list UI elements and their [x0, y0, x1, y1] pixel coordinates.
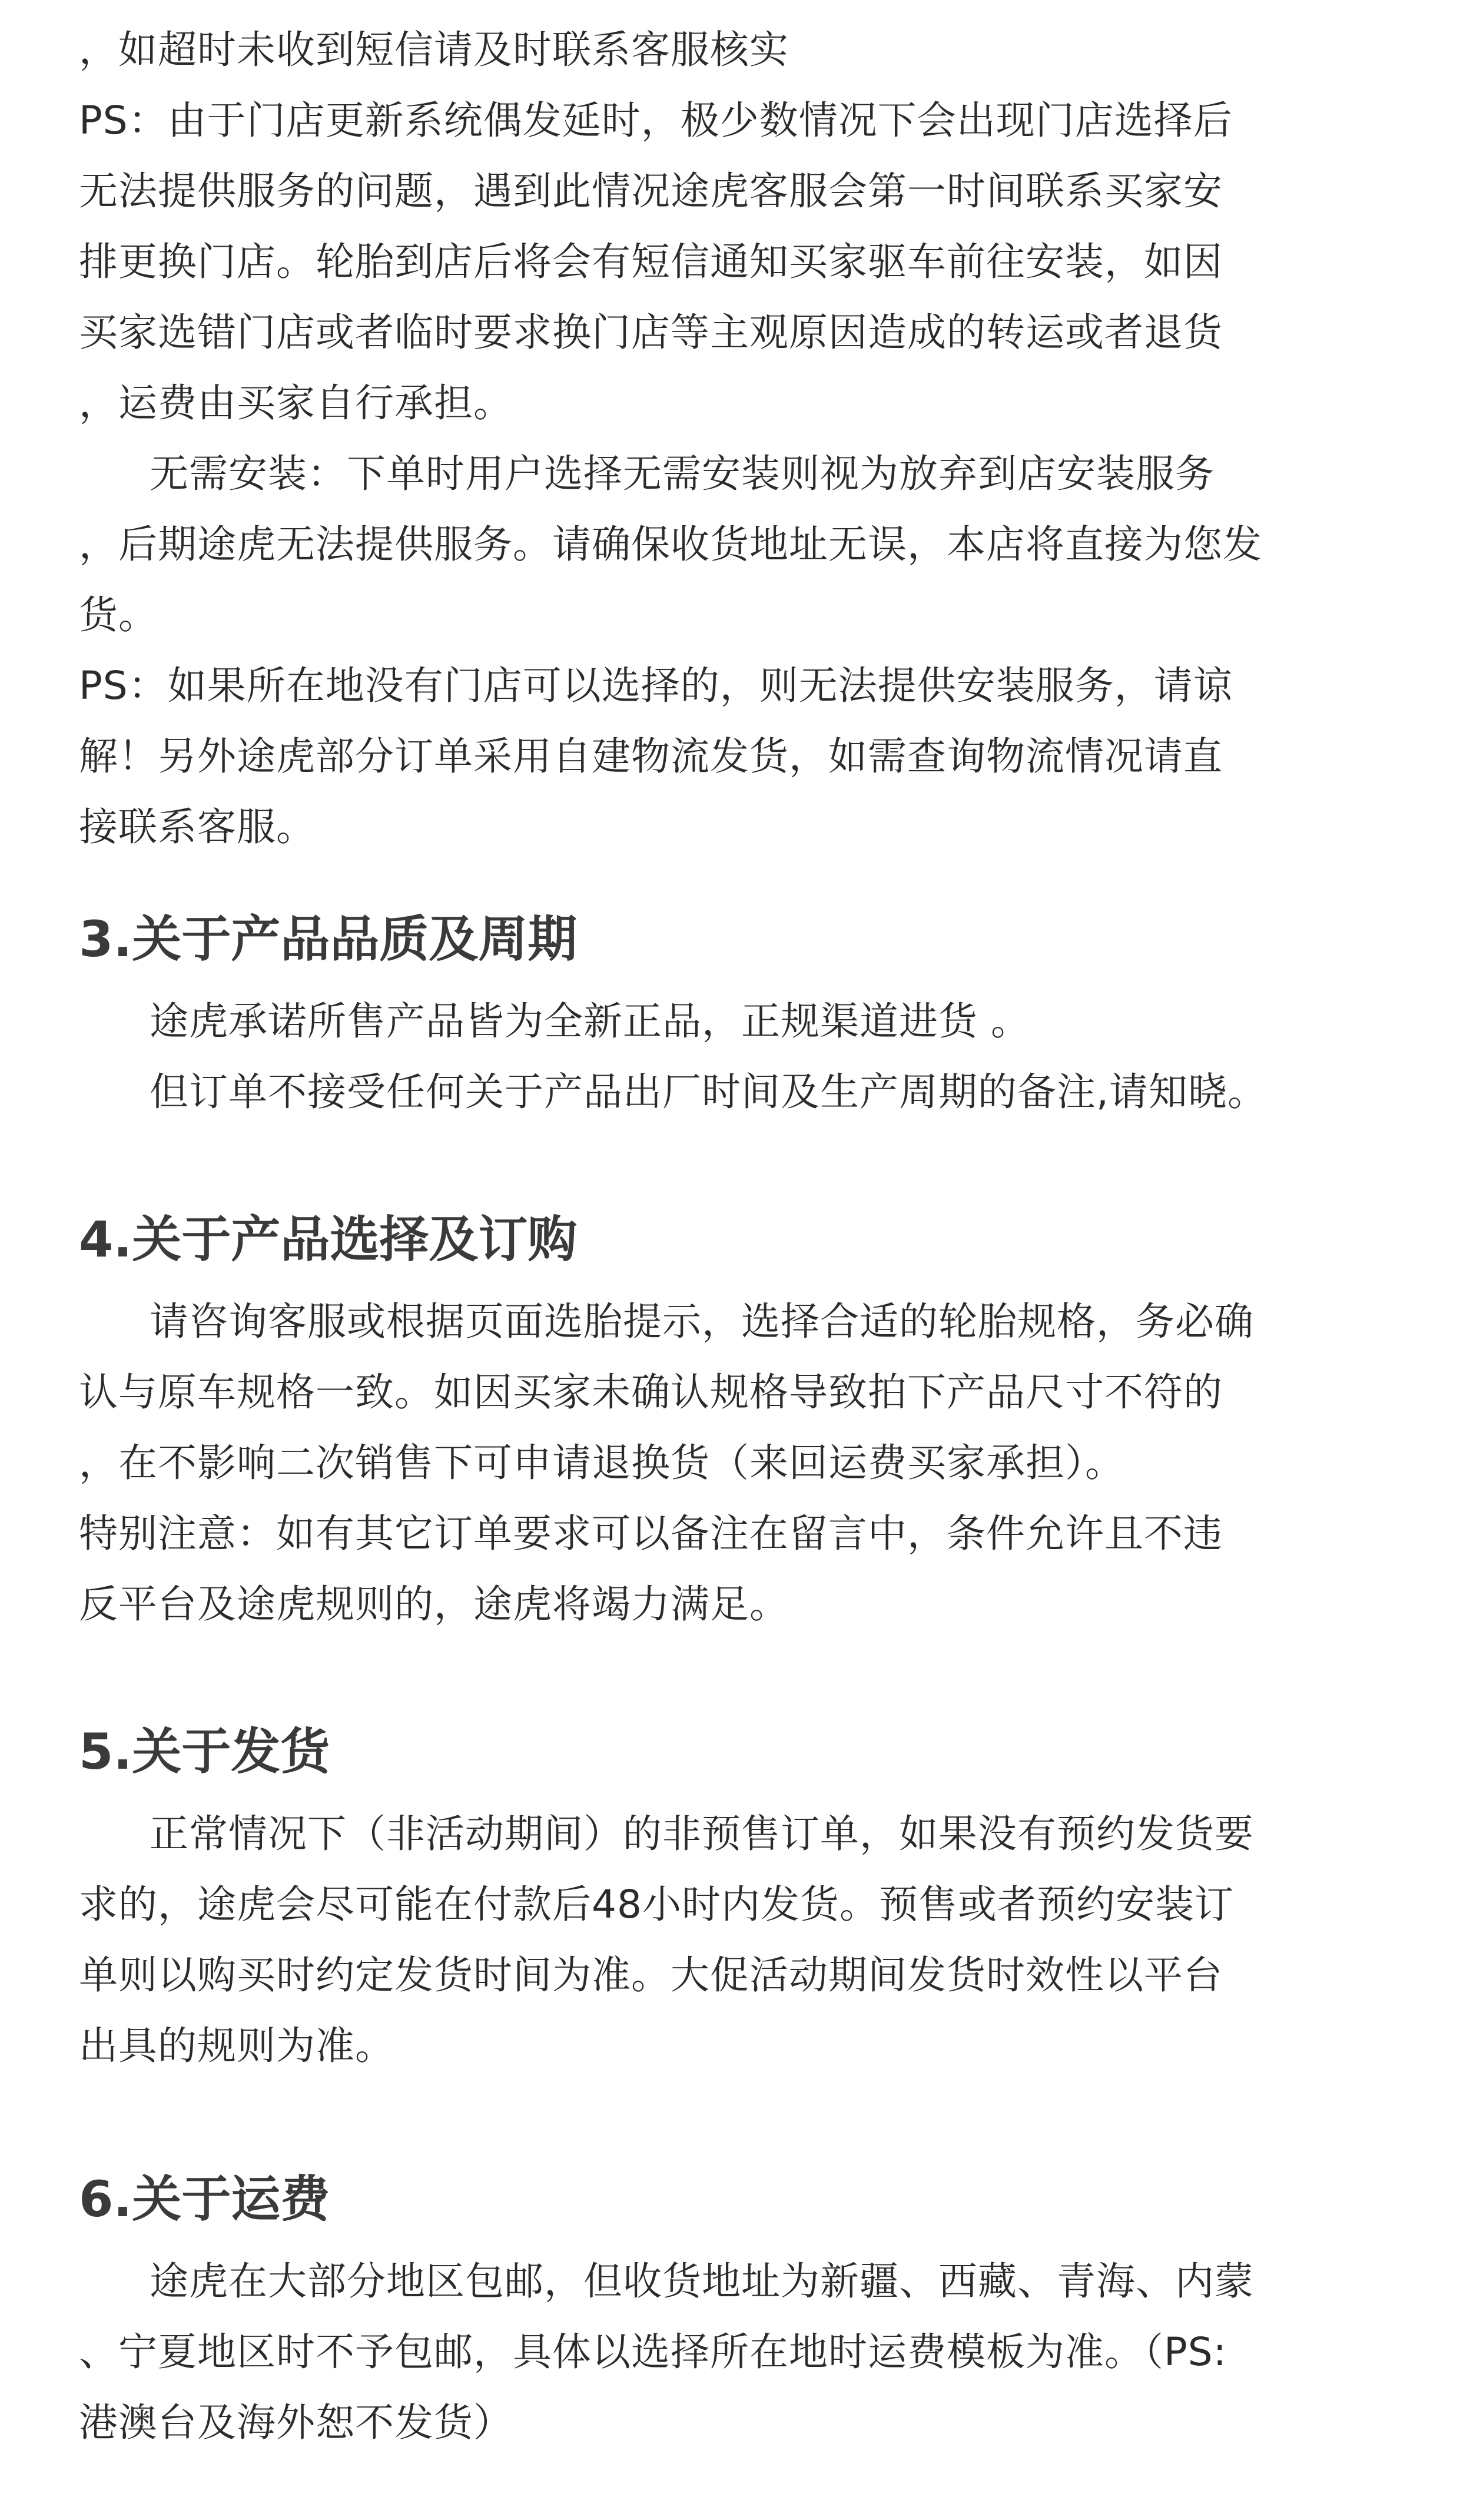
- intro-line: 解！另外途虎部分订单采用自建物流发货，如需查询物流情况请直: [79, 734, 1223, 779]
- section-line: 单则以购买时约定发货时间为准。大促活动期间发货时效性以平台: [79, 1952, 1223, 1998]
- section-heading-freight: 6.关于运费: [79, 2170, 330, 2228]
- section-line: 港澳台及海外恕不发货）: [79, 2400, 513, 2445]
- intro-line: 货。: [79, 592, 158, 638]
- intro-line: 买家选错门店或者临时要求换门店等主观原因造成的转运或者退货: [79, 310, 1223, 355]
- section-line: 但订单不接受任何关于产品出厂时间及生产周期的备注,请知晓。: [150, 1069, 1267, 1115]
- section-line: 途虎承诺所售产品皆为全新正品，正规渠道进货 。: [150, 999, 1030, 1044]
- intro-line: 无法提供服务的问题，遇到此情况途虎客服会第一时间联系买家安: [79, 168, 1223, 214]
- intro-line: PS：如果所在地没有门店可以选择的，则无法提供安装服务，请谅: [79, 663, 1233, 708]
- section-heading-shipping: 5.关于发货: [79, 1723, 330, 1780]
- intro-line: 接联系客服。: [79, 804, 316, 850]
- section-line: 、宁夏地区时不予包邮，具体以选择所在地时运费模板为准。（PS:: [79, 2329, 1227, 2375]
- section-line: 反平台及途虎规则的，途虎将竭力满足。: [79, 1581, 789, 1627]
- top-partial-line: ，如超时未收到短信请及时联系客服核实: [79, 27, 789, 72]
- section-line: 认与原车规格一致。如因买家未确认规格导致拍下产品尺寸不符的: [79, 1370, 1223, 1415]
- section-heading-selection: 4.关于产品选择及订购: [79, 1211, 578, 1268]
- section-line: 正常情况下（非活动期间）的非预售订单，如果没有预约发货要: [150, 1811, 1254, 1856]
- section-line: 途虎在大部分地区包邮，但收货地址为新疆、西藏、青海、内蒙: [150, 2259, 1254, 2304]
- intro-line-no-install: 无需安装：下单时用户选择无需安装则视为放弃到店安装服务: [150, 451, 1215, 496]
- section-line: 求的，途虎会尽可能在付款后48小时内发货。预售或者预约安装订: [79, 1882, 1234, 1927]
- intro-line: 排更换门店。轮胎到店后将会有短信通知买家驱车前往安装，如因: [79, 239, 1223, 284]
- intro-line: ，运费由买家自行承担。: [79, 380, 513, 426]
- section-line: 请咨询客服或根据页面选胎提示，选择合适的轮胎规格，务必确: [150, 1299, 1254, 1344]
- intro-line: ，后期途虎无法提供服务。请确保收货地址无误，本店将直接为您发: [79, 522, 1262, 567]
- section-line: 出具的规则为准。: [79, 2023, 394, 2068]
- section-line: 特别注意：如有其它订单要求可以备注在留言中，条件允许且不违: [79, 1511, 1223, 1556]
- section-heading-quality: 3.关于产品品质及周期: [79, 910, 578, 968]
- section-line: ，在不影响二次销售下可申请退换货（来回运费买家承担）。: [79, 1440, 1124, 1486]
- intro-line: PS：由于门店更新系统偶发延时，极少数情况下会出现门店选择后: [79, 98, 1233, 143]
